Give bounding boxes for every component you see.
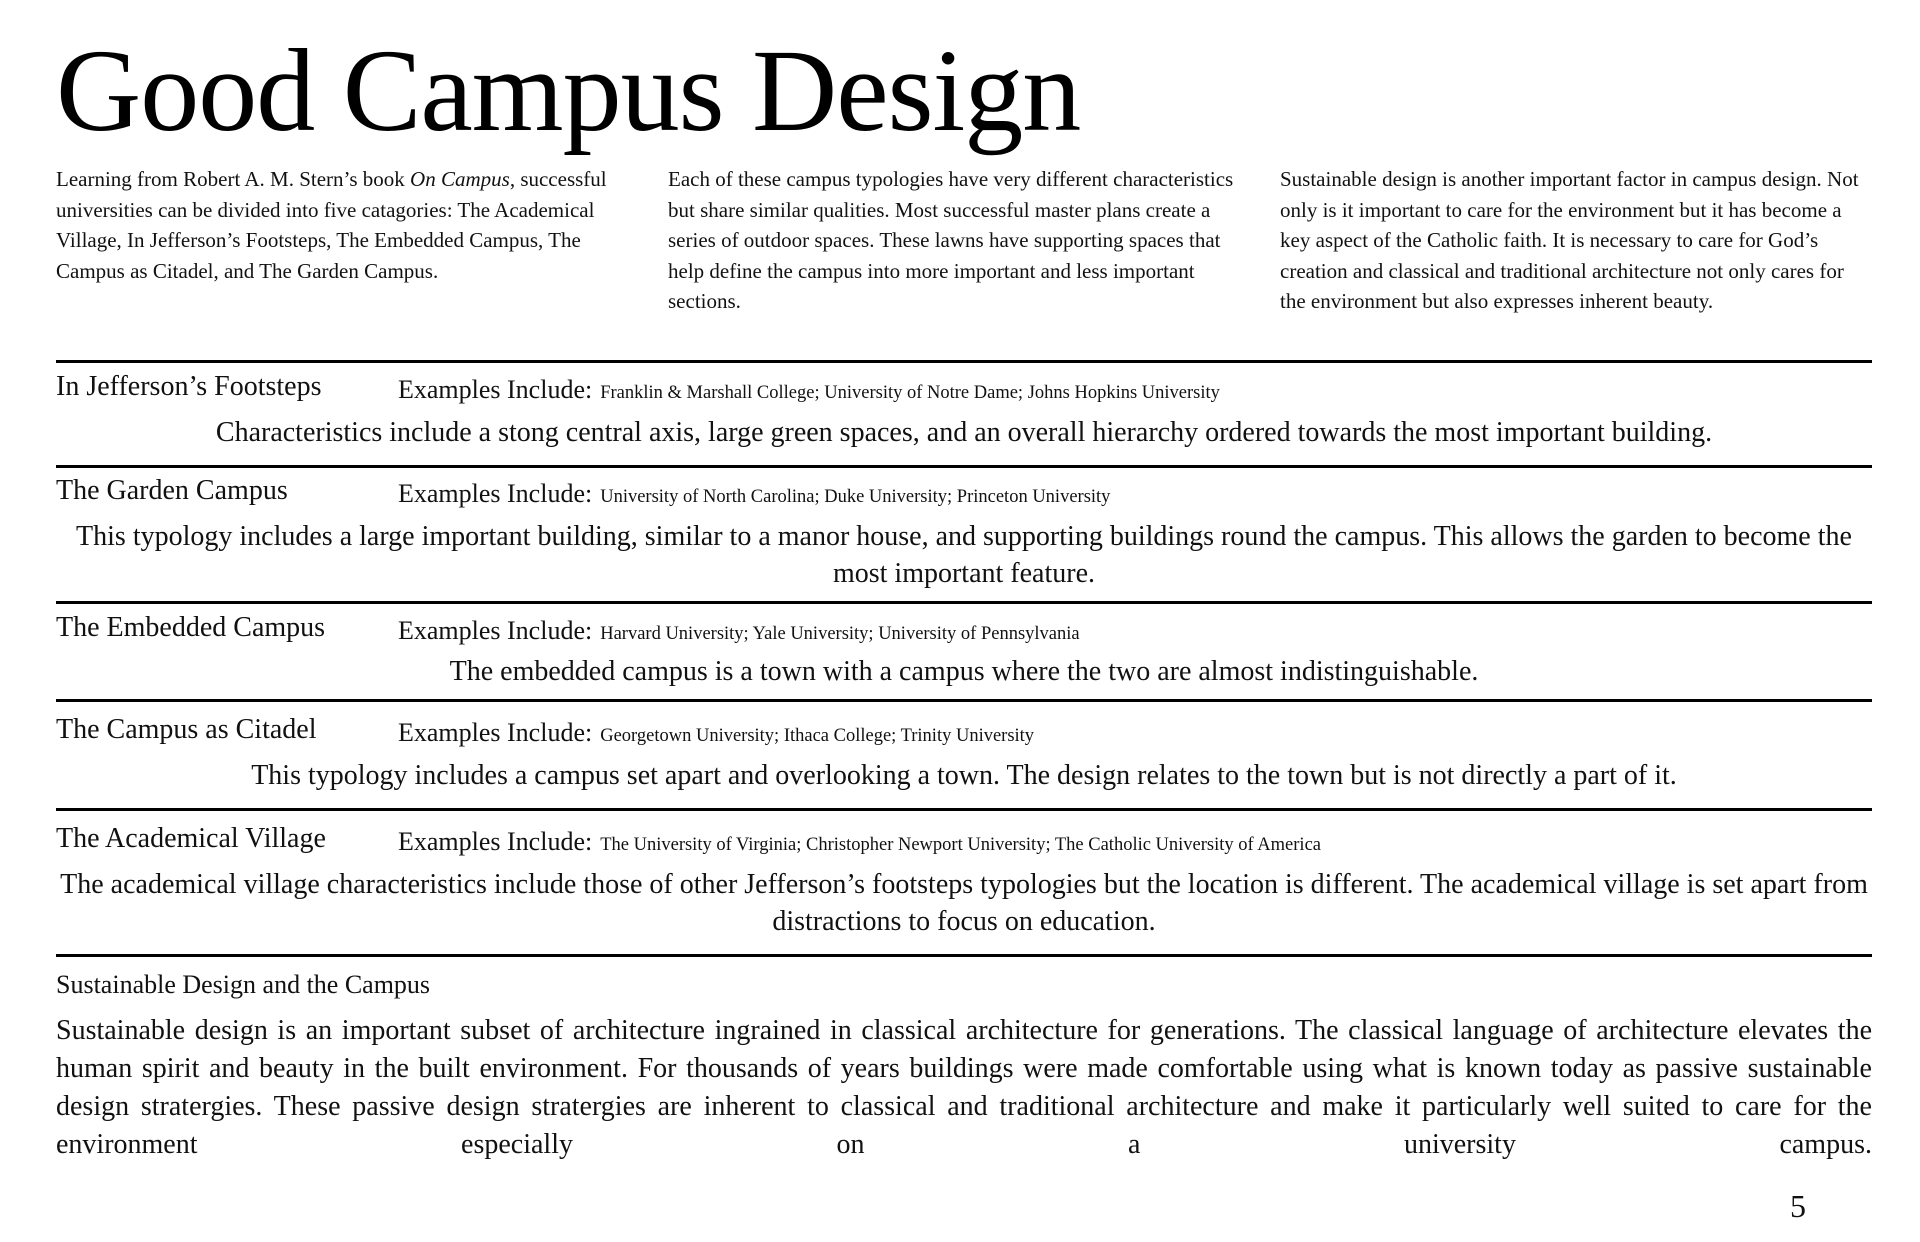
book-title: On Campus — [410, 167, 510, 191]
sustainable-section-title: Sustainable Design and the Campus — [56, 970, 431, 999]
section-description: Characteristics include a stong central axis, large green spaces, and an overall hierarchy ordered towards the most important building. — [215, 417, 1713, 448]
section-divider — [56, 699, 1872, 702]
section-divider — [56, 954, 1872, 957]
section-divider — [56, 465, 1872, 468]
section-title: The Campus as Citadel — [56, 714, 317, 745]
examples-label: Examples Include: — [398, 718, 593, 747]
examples-label: Examples Include: — [398, 479, 593, 508]
examples-line — [398, 718, 1034, 748]
section-title: In Jefferson’s Footsteps — [56, 371, 322, 402]
section-divider — [56, 808, 1872, 811]
intro-col1-rest: , successful universities can be divided into five catagories: The Academical Village, In Jefferson’s Footsteps, The Embedded Campus, The Campus as Citadel, and The Garden Campus. — [56, 167, 607, 283]
intro-col1-lead: Learning from Robert A. M. Stern’s book — [56, 167, 411, 191]
page-title: Good Campus Design — [56, 25, 1081, 156]
examples-list: Georgetown University; Ithaca College; Trinity University — [600, 726, 1035, 746]
examples-label: Examples Include: — [398, 827, 593, 856]
section-title: The Embedded Campus — [56, 612, 326, 643]
examples-line — [398, 479, 1110, 509]
examples-label: Examples Include: — [398, 375, 593, 404]
examples-line — [398, 375, 1220, 405]
intro-column-2: Each of these campus typologies have very different characteristics but share similar qualities. Most successful master plans create a series of outdoor spaces. These lawns have supporting spaces that help define the campus into more important and less important sections. — [668, 167, 1234, 313]
page-number: 5 — [1790, 1188, 1806, 1224]
examples-list: Franklin & Marshall College; University of Notre Dame; Johns Hopkins University — [600, 383, 1220, 403]
examples-list: University of North Carolina; Duke University; Princeton University — [600, 487, 1111, 507]
section-divider — [56, 360, 1872, 363]
examples-line — [398, 827, 1321, 857]
section-description: This typology includes a campus set apart and overlooking a town. The design relates to the town but is not directly a part of it. — [251, 760, 1677, 791]
examples-list: Harvard University; Yale University; University of Pennsylvania — [600, 624, 1080, 644]
section-title: The Garden Campus — [56, 475, 288, 506]
section-divider — [56, 601, 1872, 604]
section-description: This typology includes a large important building, similar to a manor house, and supporting buildings round the campus. This allows the garden to become the most important feature. — [76, 521, 1852, 589]
intro-column-1 — [56, 164, 646, 286]
section-description: The embedded campus is a town with a campus where the two are almost indistinguishable. — [449, 656, 1479, 687]
examples-line — [398, 616, 1080, 646]
examples-list: The University of Virginia; Christopher Newport University; The Catholic University of America — [600, 835, 1321, 855]
section-title: The Academical Village — [56, 823, 326, 854]
sustainable-section-text: Sustainable design is an important subset of architecture ingrained in classical architecture for generations. The classical language of architecture elevates the human spirit and beauty in the built environment. For thousands of years buildings were made comfortable using what is known today as passive sustainable design stratergies. These passive design stratergies are inherent to classical and traditional architecture and make it particularly well suited to care for the environment especially on a university campus. — [56, 1015, 1872, 1160]
intro-column-3: Sustainable design is another important factor in campus design. Not only is it important to care for the environment but it has become a key aspect of the Catholic faith. It is necessary to care for God’s creation and classical and traditional architecture not only cares for the environment but also expresses inherent beauty. — [1280, 167, 1859, 313]
section-description: The academical village characteristics include those of other Jefferson’s footsteps typologies but the location is different. The academical village is set apart from distractions to focus on education. — [60, 869, 1868, 937]
examples-label: Examples Include: — [398, 616, 593, 645]
